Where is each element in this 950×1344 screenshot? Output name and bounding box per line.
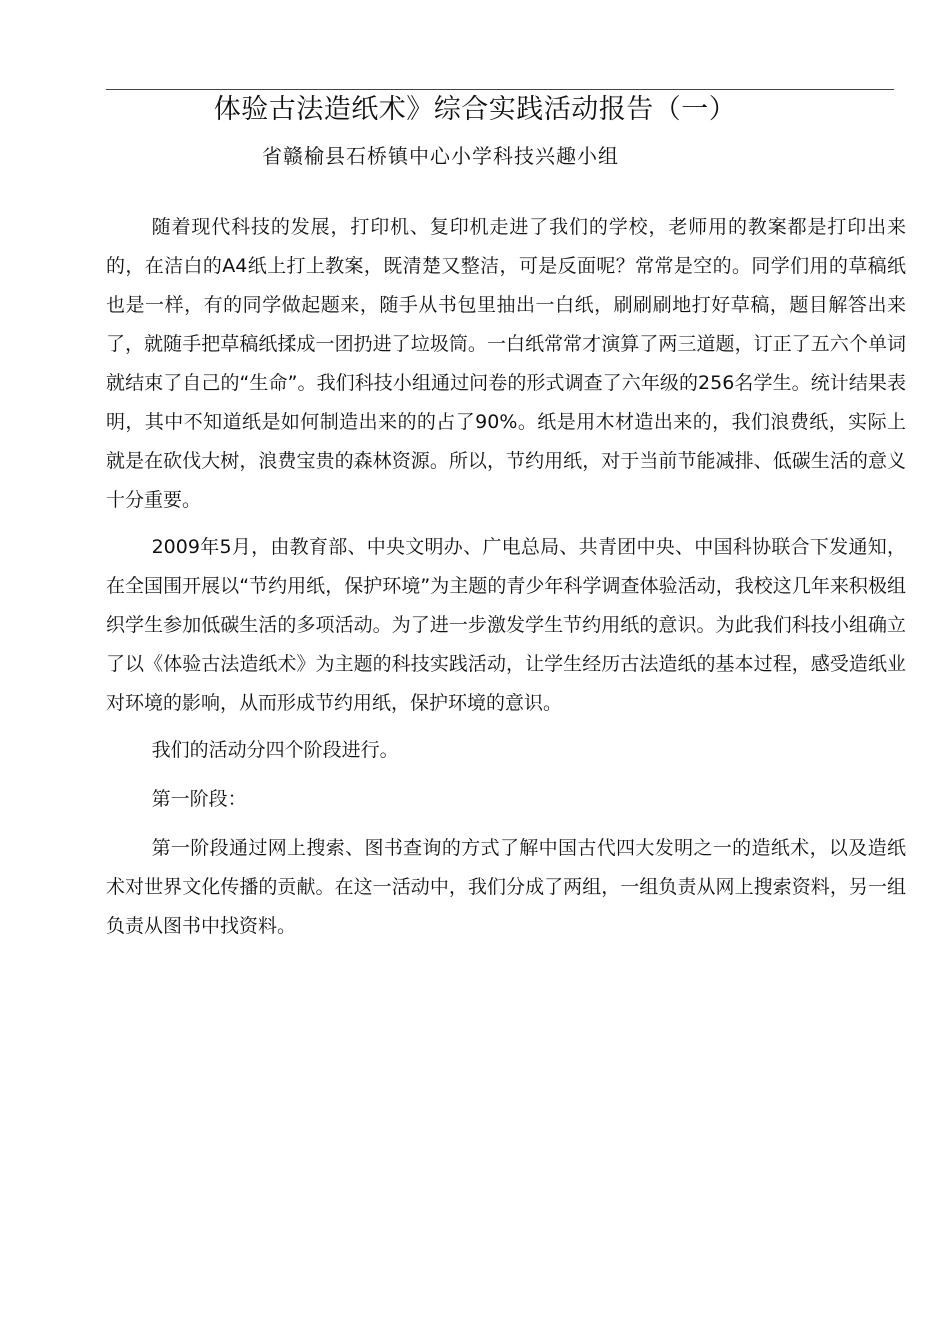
document-subtitle: 省赣榆县石桥镇中心小学科技兴趣小组 xyxy=(262,144,619,168)
paragraph-background: 2009年5月，由教育部、中央文明办、广电总局、共青团中央、中国科协联合下发通知，在全国围开展以“节约用纸，保护环境”为主题的青少年科学调查体验活动，我校这几年来积极组织学生参加低碳生活的多项活动。为了进一步激发学生节约用纸的意识。为此我们科技小组确立了以《体验古法造纸术》为主题的科技实践活动，让学生经历古法造纸的基本过程，感受造纸业对环境的影响，从而形成节约用纸，保护环境的意识。 xyxy=(106,536,906,714)
paragraph-stage-one-heading: 第一阶段： xyxy=(151,788,247,810)
header-rule xyxy=(106,89,894,90)
document-body xyxy=(106,208,906,954)
paragraph-stages: 我们的活动分四个阶段进行。 xyxy=(151,739,399,761)
document-title: 体验古法造纸术》综合实践活动报告（一） xyxy=(213,94,737,125)
paragraph-stage-one: 第一阶段通过网上搜索、图书查询的方式了解中国古代四大发明之一的造纸术，以及造纸术对世界文化传播的贡献。在这一活动中，我们分成了两组，一组负责从网上搜索资料，另一组负责从图书中找资料。 xyxy=(106,837,906,937)
paragraph-intro: 随着现代科技的发展，打印机、复印机走进了我们的学校，老师用的教案都是打印出来的，在洁白的A4纸上打上教案，既清楚又整洁，可是反面呢？常常是空的。同学们用的草稿纸也是一样，有的同学做起题来，随手从书包里抽出一白纸，刷刷刷地打好草稿，题目解答出来了，就随手把草稿纸揉成一团扔进了垃圾筒。一白纸常常才演算了两三道题，订正了五六个单词就结束了自己的“生命”。我们科技小组通过问卷的形式调查了六年级的256名学生。统计结果表明，其中不知道纸是如何制造出来的的占了90%。纸是用木材造出来的，我们浪费纸，实际上就是在砍伐大树，浪费宝贵的森林资源。所以，节约用纸，对于当前节能减排、低碳生活的意义十分重要。 xyxy=(106,216,906,511)
